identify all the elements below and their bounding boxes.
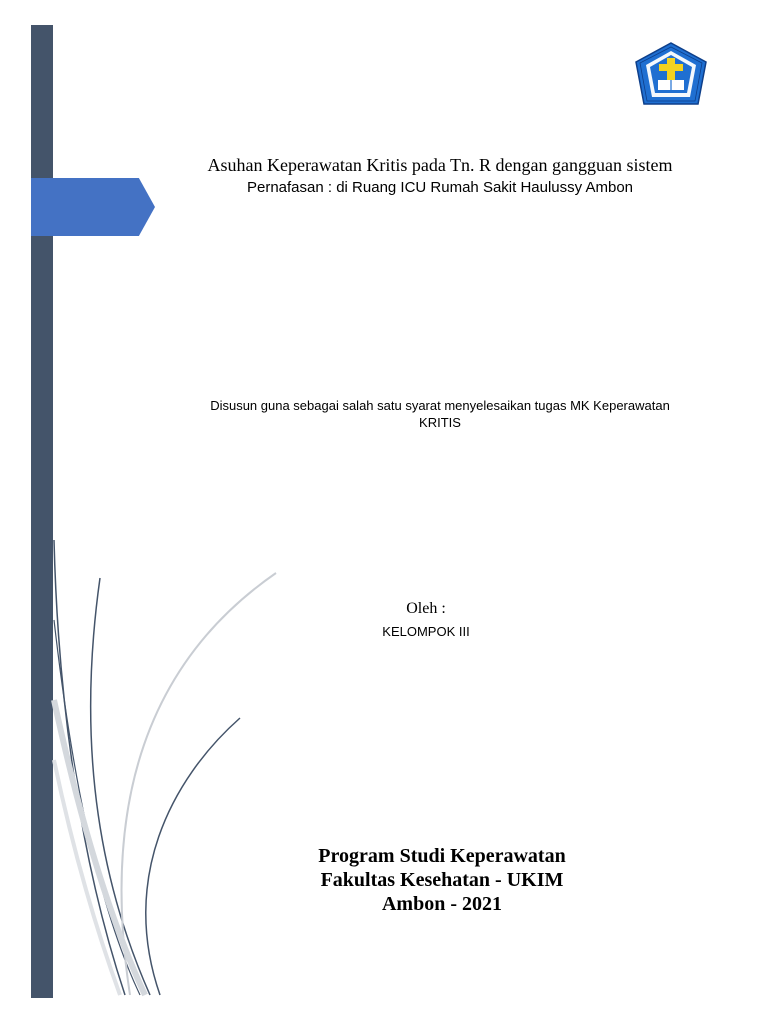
footer-faculty: Fakultas Kesehatan - UKIM xyxy=(320,869,564,891)
footer-program: Program Studi Keperawatan xyxy=(318,845,566,867)
author-block xyxy=(226,598,626,642)
footer-place-year: Ambon - 2021 xyxy=(381,893,502,915)
group-name: KELOMPOK III xyxy=(382,624,470,639)
document-title xyxy=(120,153,760,199)
by-label: Oleh : xyxy=(406,600,446,617)
purpose-statement xyxy=(120,397,760,431)
university-seal-icon xyxy=(634,42,708,110)
title-line-2: Pernafasan : di Ruang ICU Rumah Sakit Haulussy Ambon xyxy=(246,179,634,196)
title-line-1: Asuhan Keperawatan Kritis pada Tn. R dengan gangguan sistem xyxy=(207,155,673,175)
purpose-line-2: KRITIS xyxy=(419,415,461,430)
purpose-line-1: Disusun guna sebagai salah satu syarat menyelesaikan tugas MK Keperawatan xyxy=(210,398,670,413)
institution-footer xyxy=(242,844,642,916)
